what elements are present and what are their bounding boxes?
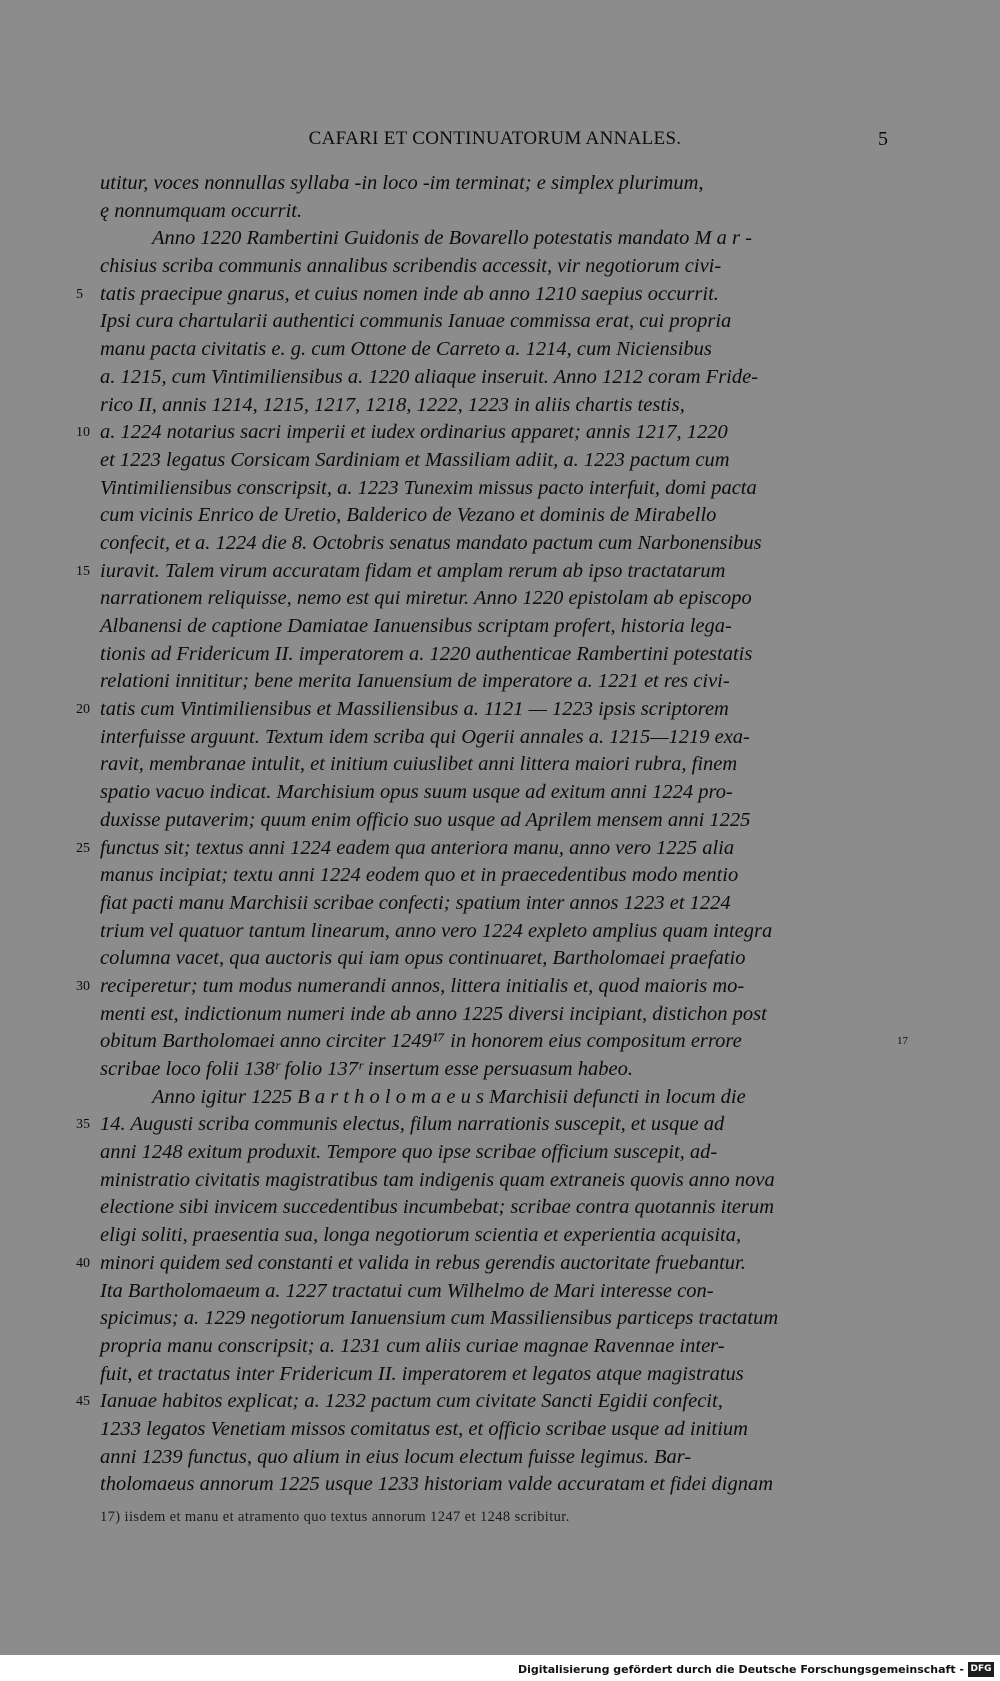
line-text: iuravit. Talem virum accuratam fidam et amplam rerum ab ipso tractatarum (100, 559, 726, 582)
line-text: trium vel quatuor tantum linearum, anno vero 1224 expleto amplius quam integra (100, 919, 773, 942)
line-text: anni 1239 functus, quo alium in eius locum electum fuisse legimus. Bar- (100, 1445, 692, 1468)
line-text: ravit, membranae intulit, et initium cuiuslibet anni littera maiori rubra, finem (100, 753, 738, 776)
running-title: CAFARI ET CONTINUATORUM ANNALES. (308, 128, 682, 149)
line-text: ę nonnumquam occurrit. (100, 199, 303, 222)
text-line (76, 1250, 892, 1278)
line-text: propria manu conscripsit; a. 1231 cum aliis curiae magnae Ravennae inter- (100, 1334, 725, 1357)
text-line (100, 1167, 892, 1195)
line-text: 1233 legatos Venetiam missos comitatus est, et officio scribae usque ad initium (100, 1417, 748, 1440)
line-text: reciperetur; tum modus numerandi annos, littera initialis et, quod maioris mo- (100, 974, 745, 997)
text-line (100, 918, 892, 946)
line-text: chisius scriba communis annalibus scribendis accessit, vir negotiorum civi- (100, 255, 722, 278)
line-number: 10 (76, 425, 90, 441)
footer-bar (0, 1655, 1000, 1681)
text-line (76, 558, 892, 586)
text-line (76, 973, 892, 1001)
text-line (100, 392, 892, 420)
line-text: spicimus; a. 1229 negotiorum Ianuensium cum Massiliensibus particeps tractatum (100, 1307, 779, 1330)
line-number: 5 (76, 286, 83, 302)
text-line (100, 475, 892, 503)
line-text: scribae loco folii 138ʳ folio 137ʳ insertum esse persuasum habeo. (100, 1058, 633, 1080)
line-text: rico II, annis 1214, 1215, 1217, 1218, 1222, 1223 in aliis chartis testis, (100, 393, 685, 416)
line-text: interfuisse arguunt. Textum idem scriba qui Ogerii annales a. 1215—1219 exa- (100, 725, 750, 748)
line-text: narrationem reliquisse, nemo est qui miretur. Anno 1220 epistolam ab episcopo (100, 587, 752, 610)
text-line (100, 336, 892, 364)
line-text: Ianuae habitos explicat; a. 1232 pactum cum civitate Sancti Egidii confecit, (100, 1390, 723, 1413)
line-text: electione sibi invicem succedentibus incumbebat; scribae contra quotannis iterum (100, 1196, 775, 1219)
text-line (76, 1388, 892, 1416)
text-line (100, 1471, 892, 1499)
text-line (100, 724, 892, 752)
text-line (100, 1222, 892, 1250)
text-line (100, 751, 892, 779)
line-text: confecit, et a. 1224 die 8. Octobris senatus mandato pactum cum Narbonensibus (100, 531, 762, 554)
line-text: Vintimiliensibus conscripsit, a. 1223 Tunexim missus pacto interfuit, domi pacta (100, 476, 757, 499)
text-line (100, 641, 892, 669)
dfg-logo: DFG (968, 1662, 994, 1677)
footnote-marker: 17 (897, 1035, 908, 1048)
text-line (100, 502, 892, 530)
line-text: Ita Bartholomaeum a. 1227 tractatui cum Wilhelmo de Mari interesse con- (100, 1279, 714, 1302)
text-line (100, 1194, 892, 1222)
line-text: obitum Bartholomaei anno circiter 1249¹⁷ in honorem eius compositum errore (100, 1030, 742, 1053)
line-text: manus incipiat; textu anni 1224 eodem quo et in praecedentibus modo mentio (100, 864, 739, 887)
text-line (100, 447, 892, 475)
text-line (100, 308, 892, 336)
line-text: menti est, indictionum numeri inde ab anno 1225 diversi incipiant, distichon post (100, 1002, 767, 1025)
text-line (100, 170, 892, 198)
line-number: 45 (76, 1394, 90, 1410)
line-text: tatis praecipue gnarus, et cuius nomen inde ab anno 1210 saepius occurrit. (100, 282, 719, 305)
line-text: manu pacta civitatis e. g. cum Ottone de Carreto a. 1214, cum Niciensibus (100, 338, 712, 361)
text-line (76, 1111, 892, 1139)
line-text: relationi innititur; bene merita Ianuensium de imperatore a. 1221 et res civi- (100, 670, 730, 693)
line-number: 15 (76, 563, 90, 579)
line-text: tatis cum Vintimiliensibus et Massiliensibus a. 1121 — 1223 ipsis scriptorem (100, 698, 729, 721)
line-text: cum vicinis Enrico de Uretio, Balderico de Vezano et dominis de Mirabello (100, 504, 717, 527)
line-text: functus sit; textus anni 1224 eadem qua anteriora manu, anno vero 1225 alia (100, 836, 735, 859)
text-line (100, 225, 892, 253)
line-text: duxisse putaverim; quum enim officio suo usque ad Aprilem mensem anni 1225 (100, 808, 751, 831)
text-line (100, 1056, 892, 1084)
running-header (100, 128, 890, 154)
line-text: a. 1224 notarius sacri imperii et iudex ordinarius apparet; annis 1217, 1220 (100, 421, 728, 444)
text-line (100, 1084, 892, 1112)
text-line (100, 364, 892, 392)
text-line (100, 1305, 892, 1333)
text-line (100, 1444, 892, 1472)
line-number: 35 (76, 1117, 90, 1133)
line-text: Anno 1220 Rambertini Guidonis de Bovarello potestatis mandato M a r - (152, 227, 752, 250)
text-line (76, 835, 892, 863)
text-line (100, 1139, 892, 1167)
line-text: fuit, et tractatus inter Fridericum II. imperatorem et legatos atque magistratus (100, 1362, 744, 1385)
line-text: 14. Augusti scriba communis electus, filum narrationis suscepit, et usque ad (100, 1113, 725, 1136)
page-number: 5 (878, 128, 888, 150)
text-line (100, 1333, 892, 1361)
text-line (100, 862, 892, 890)
line-number: 25 (76, 840, 90, 856)
text-line (100, 668, 892, 696)
line-text: tholomaeus annorum 1225 usque 1233 historiam valde accuratam et fidei dignam (100, 1473, 774, 1496)
line-text: columna vacet, qua auctoris qui iam opus continuaret, Bartholomaei praefatio (100, 947, 746, 970)
line-text: fiat pacti manu Marchisii scribae confecti; spatium inter annos 1223 et 1224 (100, 891, 731, 914)
text-line (76, 281, 892, 309)
text-line (76, 419, 892, 447)
text-line (100, 1416, 892, 1444)
funding-credit: Digitalisierung gefördert durch die Deutsche Forschungsgemeinschaft - (517, 1663, 964, 1676)
footnote: 17) iisdem et manu et atramento quo textus annorum 1247 et 1248 scribitur. (100, 1509, 570, 1525)
line-text: a. 1215, cum Vintimiliensibus a. 1220 aliaque inseruit. Anno 1212 coram Fride- (100, 365, 759, 388)
text-line (100, 585, 892, 613)
text-line (100, 253, 892, 281)
line-text: ministratio civitatis magistratibus tam indigenis quam extraneis quovis anno nova (100, 1168, 775, 1191)
text-line (100, 1028, 908, 1056)
text-line (100, 530, 892, 558)
main-text (76, 170, 908, 1499)
text-line (100, 890, 892, 918)
text-line (100, 779, 892, 807)
line-text: Anno igitur 1225 B a r t h o l o m a e u s Marchisii defuncti in locum die (152, 1085, 746, 1108)
text-line (100, 1361, 892, 1389)
line-number: 40 (76, 1255, 90, 1271)
line-text: anni 1248 exitum produxit. Tempore quo ipse scribae officium suscepit, ad- (100, 1141, 718, 1164)
line-text: eligi soliti, praesentia sua, longa negotiorum scientia et experientia acquisita, (100, 1224, 742, 1247)
text-line (76, 696, 892, 724)
line-text: Albanensi de captione Damiatae Ianuensibus scriptam profert, historia lega- (100, 615, 732, 637)
line-text: Ipsi cura chartularii authentici communis Ianuae commissa erat, cui propria (100, 310, 732, 333)
line-text: tionis ad Fridericum II. imperatorem a. 1220 authenticae Rambertini potestatis (100, 642, 753, 665)
line-text: et 1223 legatus Corsicam Sardiniam et Massiliam adiit, a. 1223 pactum cum (100, 448, 730, 471)
text-line (100, 198, 892, 226)
line-text: utitur, voces nonnullas syllaba -in loco -im terminat; e simplex plurimum, (100, 172, 704, 194)
text-line (100, 807, 892, 835)
line-text: spatio vacuo indicat. Marchisium opus suum usque ad exitum anni 1224 pro- (100, 781, 733, 804)
line-number: 30 (76, 978, 90, 994)
text-line (100, 1278, 892, 1306)
line-text: minori quidem sed constanti et valida in rebus gerendis auctoritate fruebantur. (100, 1251, 746, 1274)
text-line (100, 945, 892, 973)
text-line (100, 613, 892, 641)
text-line (100, 1001, 892, 1029)
line-number: 20 (76, 702, 90, 718)
